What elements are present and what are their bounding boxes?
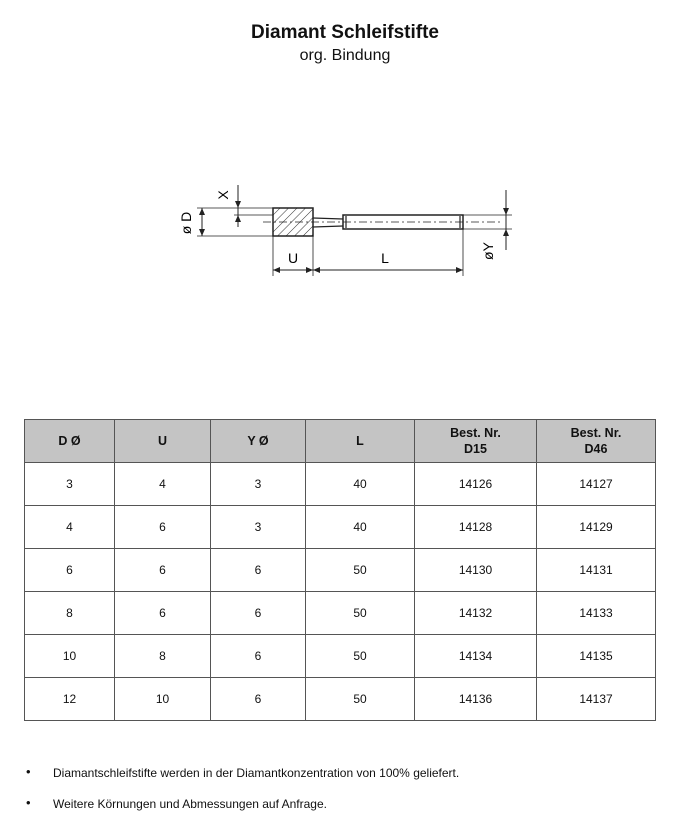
- cell-u: 6: [115, 549, 211, 592]
- cell-best-d15: 14134: [415, 635, 537, 678]
- cell-best-d46: 14137: [537, 678, 656, 721]
- note-text: Weitere Körnungen und Abmessungen auf Anfrage.: [53, 797, 327, 811]
- cell-u: 6: [115, 592, 211, 635]
- cell-l: 40: [306, 506, 415, 549]
- cell-d: 12: [25, 678, 115, 721]
- cell-best-d46: 14129: [537, 506, 656, 549]
- cell-y: 6: [211, 635, 306, 678]
- cell-best-d46: 14133: [537, 592, 656, 635]
- cell-best-d46: 14127: [537, 463, 656, 506]
- cell-u: 6: [115, 506, 211, 549]
- table-row: [25, 463, 656, 506]
- cell-u: 4: [115, 463, 211, 506]
- note-text: Diamantschleifstifte werden in der Diamantkonzentration von 100% geliefert.: [53, 766, 460, 780]
- cell-l: 40: [306, 463, 415, 506]
- cell-l: 50: [306, 549, 415, 592]
- cell-y: 6: [211, 678, 306, 721]
- cell-u: 10: [115, 678, 211, 721]
- page-title: Diamant Schleifstifte: [251, 22, 439, 43]
- col-header-d: D Ø: [25, 420, 115, 463]
- cell-best-d15: 14128: [415, 506, 537, 549]
- cell-y: 6: [211, 549, 306, 592]
- cell-d: 3: [25, 463, 115, 506]
- cell-l: 50: [306, 592, 415, 635]
- label-u: U: [287, 250, 299, 266]
- cell-y: 3: [211, 506, 306, 549]
- cell-best-d15: 14136: [415, 678, 537, 721]
- col-header-l: L: [306, 420, 415, 463]
- col-header-best-d46: Best. Nr. D46: [537, 420, 656, 463]
- cell-y: 3: [211, 463, 306, 506]
- technical-drawing: [160, 175, 520, 285]
- table-header-row: [25, 420, 656, 463]
- table-row: [25, 678, 656, 721]
- spec-table: [24, 419, 656, 721]
- cell-l: 50: [306, 678, 415, 721]
- label-y: øY: [480, 242, 496, 260]
- table-row: [25, 506, 656, 549]
- col-header-best-d15: Best. Nr. D15: [415, 420, 537, 463]
- cell-d: 10: [25, 635, 115, 678]
- page-subtitle: org. Bindung: [299, 47, 391, 64]
- cell-best-d15: 14132: [415, 592, 537, 635]
- table-row: [25, 592, 656, 635]
- cell-u: 8: [115, 635, 211, 678]
- label-l: L: [381, 250, 389, 266]
- cell-d: 4: [25, 506, 115, 549]
- cell-d: 6: [25, 549, 115, 592]
- col-header-y: Y Ø: [211, 420, 306, 463]
- cell-y: 6: [211, 592, 306, 635]
- label-x: X: [215, 190, 231, 200]
- cell-best-d15: 14130: [415, 549, 537, 592]
- cell-best-d15: 14126: [415, 463, 537, 506]
- col-header-u: U: [115, 420, 211, 463]
- cell-l: 50: [306, 635, 415, 678]
- cell-d: 8: [25, 592, 115, 635]
- cell-best-d46: 14135: [537, 635, 656, 678]
- label-d: ø D: [178, 211, 194, 235]
- table-row: [25, 635, 656, 678]
- bullet-icon: •: [26, 764, 31, 779]
- bullet-icon: •: [26, 795, 31, 810]
- cell-best-d46: 14131: [537, 549, 656, 592]
- table-row: [25, 549, 656, 592]
